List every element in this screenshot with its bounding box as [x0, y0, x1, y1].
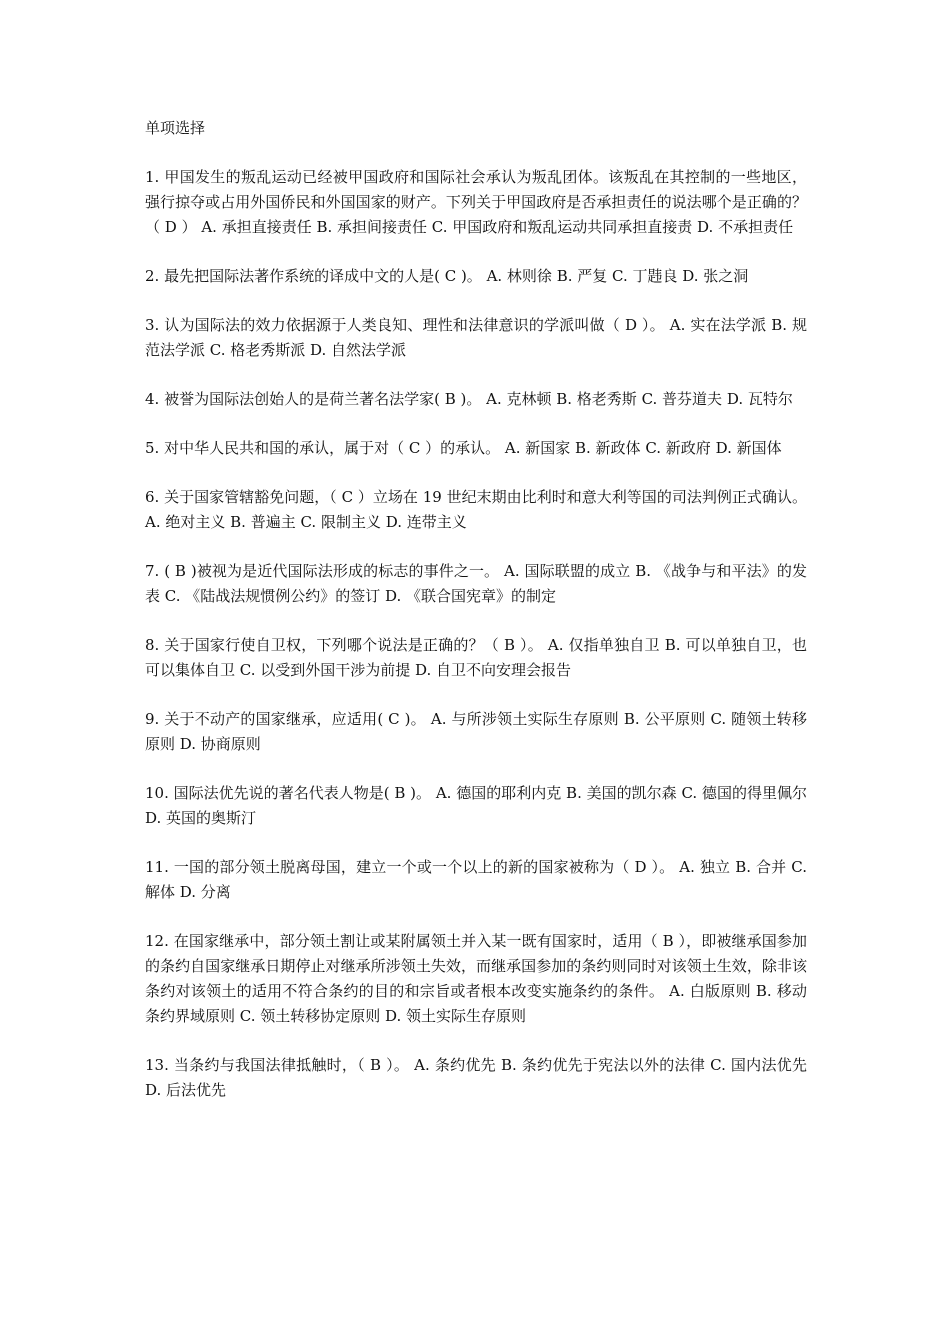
question-6: 6. 关于国家管辖豁免问题，（ C ）立场在 19 世纪末期由比利时和意大利等国的司法判例正式确认。 A. 绝对主义 B. 普遍主 C. 限制主义 D. 连带主义	[145, 488, 807, 531]
question-1: 1. 甲国发生的叛乱运动已经被甲国政府和国际社会承认为叛乱团体。该叛乱在其控制的一些地区，强行掠夺或占用外国侨民和外国国家的财产。下列关于甲国政府是否承担责任的说法哪个是正确的？（ D ） A. 承担直接责任 B. 承担间接责任 C. 甲国政府和叛乱运动共同承担直接责 D. 不承担责任	[145, 168, 807, 236]
document-page	[145, 116, 807, 1127]
section-heading: 单项选择	[145, 119, 206, 137]
question-5: 5. 对中华人民共和国的承认，属于对（ C ）的承认。 A. 新国家 B. 新政体 C. 新政府 D. 新国体	[145, 439, 782, 457]
question-2: 2. 最先把国际法著作系统的译成中文的人是( C )。 A. 林则徐 B. 严复 C. 丁韪良 D. 张之洞	[145, 267, 749, 285]
question-3: 3. 认为国际法的效力依据源于人类良知、理性和法律意识的学派叫做（ D ）。 A. 实在法学派 B. 规范法学派 C. 格老秀斯派 D. 自然法学派	[145, 316, 807, 359]
question-9: 9. 关于不动产的国家继承，应适用( C )。 A. 与所涉领土实际生存原则 B. 公平原则 C. 随领土转移原则 D. 协商原则	[145, 710, 807, 753]
question-7: 7. ( B )被视为是近代国际法形成的标志的事件之一。 A. 国际联盟的成立 B. 《战争与和平法》的发表 C. 《陆战法规惯例公约》的签订 D. 《联合国宪章》的制定	[145, 562, 807, 605]
question-11: 11. 一国的部分领土脱离母国，建立一个或一个以上的新的国家被称为（ D ）。 A. 独立 B. 合并 C. 解体 D. 分离	[145, 858, 807, 901]
question-8: 8. 关于国家行使自卫权，下列哪个说法是正确的？（ B ）。 A. 仅指单独自卫 B. 可以单独自卫，也可以集体自卫 C. 以受到外国干涉为前提 D. 自卫不向安理会报告	[145, 636, 807, 679]
question-13: 13. 当条约与我国法律抵触时，（ B ）。 A. 条约优先 B. 条约优先于宪法以外的法律 C. 国内法优先 D. 后法优先	[145, 1056, 807, 1099]
question-4: 4. 被誉为国际法创始人的是荷兰著名法学家( B )。 A. 克林顿 B. 格老秀斯 C. 普芬道夫 D. 瓦特尔	[145, 390, 793, 408]
question-12: 12. 在国家继承中，部分领土割让或某附属领土并入某一既有国家时，适用（ B ），即被继承国参加的条约自国家继承日期停止对继承所涉领土失效，而继承国参加的条约则同时对该领土生效，除非该条约对该领土的适用不符合条约的目的和宗旨或者根本改变实施条约的条件。 A. 白版原则 B. 移动条约界域原则 C. 领土转移协定原则 D. 领土实际生存原则	[145, 932, 807, 1025]
question-10: 10. 国际法优先说的著名代表人物是( B )。 A. 德国的耶利内克 B. 美国的凯尔森 C. 德国的得里佩尔 D. 英国的奥斯汀	[145, 784, 807, 827]
